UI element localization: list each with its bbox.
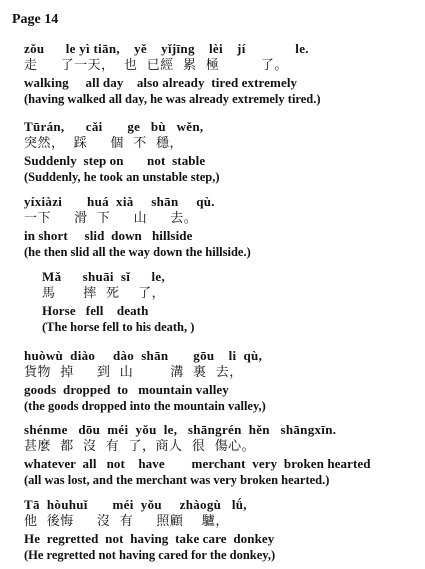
gloss-line: Horse fell death: [42, 303, 149, 318]
hanzi-line: 甚麼 都 沒 有 了，商人 很 傷心。: [24, 439, 256, 454]
pinyin-line: shénme dōu méi yǒu le, shāngrén hěn shāngxīn.: [24, 422, 337, 437]
gloss-line: whatever all not have merchant very broken hearted: [24, 456, 371, 471]
verse-5: [24, 347, 419, 415]
gloss-line: He regretted not having take care donkey: [24, 531, 275, 546]
pinyin-line: zǒu le yì tiān, yě yǐjīng lèi jí le.: [24, 41, 309, 56]
page-number: Page 14: [12, 12, 59, 27]
translation-line: (the goods dropped into the mountain valley,): [24, 399, 266, 413]
translation-line: (he then slid all the way down the hillside.): [24, 245, 251, 259]
hanzi-line: 馬 摔 死 了，: [42, 286, 166, 301]
gloss-line: in short slid down hillside: [24, 228, 193, 243]
verse-6: [24, 421, 419, 489]
translation-line: (He regretted not having cared for the donkey,): [24, 548, 276, 562]
verse-7: [24, 496, 419, 564]
pinyin-line: huòwù diào dào shān gōu li qù,: [24, 348, 263, 363]
verse-3: [24, 193, 419, 261]
hanzi-line: 一下 滑 下 山 去。: [24, 211, 198, 226]
hanzi-line: 他 後悔 沒 有 照顧 驢，: [24, 514, 229, 529]
hanzi-line: 貨物 掉 到 山 溝 裏 去，: [24, 365, 243, 380]
verse-1: [24, 40, 419, 108]
hanzi-line: 突然， 踩 個 不 穩，: [24, 136, 183, 151]
translation-line: (Suddenly, he took an unstable step,): [24, 170, 220, 184]
translation-line: (having walked all day, he was already extremely tired.): [24, 92, 321, 106]
gloss-line: Suddenly step on not stable: [24, 153, 206, 168]
gloss-line: walking all day also already tired extremely: [24, 75, 298, 90]
gloss-line: goods dropped to mountain valley: [24, 382, 229, 397]
verse-4: [42, 268, 419, 336]
translation-line: (all was lost, and the merchant was very broken hearted.): [24, 473, 330, 487]
pinyin-line: Mǎ shuāi sǐ le,: [42, 269, 166, 284]
verse-2: [24, 118, 419, 186]
pinyin-line: yíxiàzi huá xià shān qù.: [24, 194, 215, 209]
pinyin-line: Tūrán, cǎi ge bù wěn,: [24, 119, 204, 134]
hanzi-line: 走 了一天， 也 已經 累 極 了。: [24, 58, 288, 73]
translation-line: (The horse fell to his death, ): [42, 320, 195, 334]
pinyin-line: Tā hòuhuǐ méi yǒu zhàogù lǘ,: [24, 497, 247, 512]
